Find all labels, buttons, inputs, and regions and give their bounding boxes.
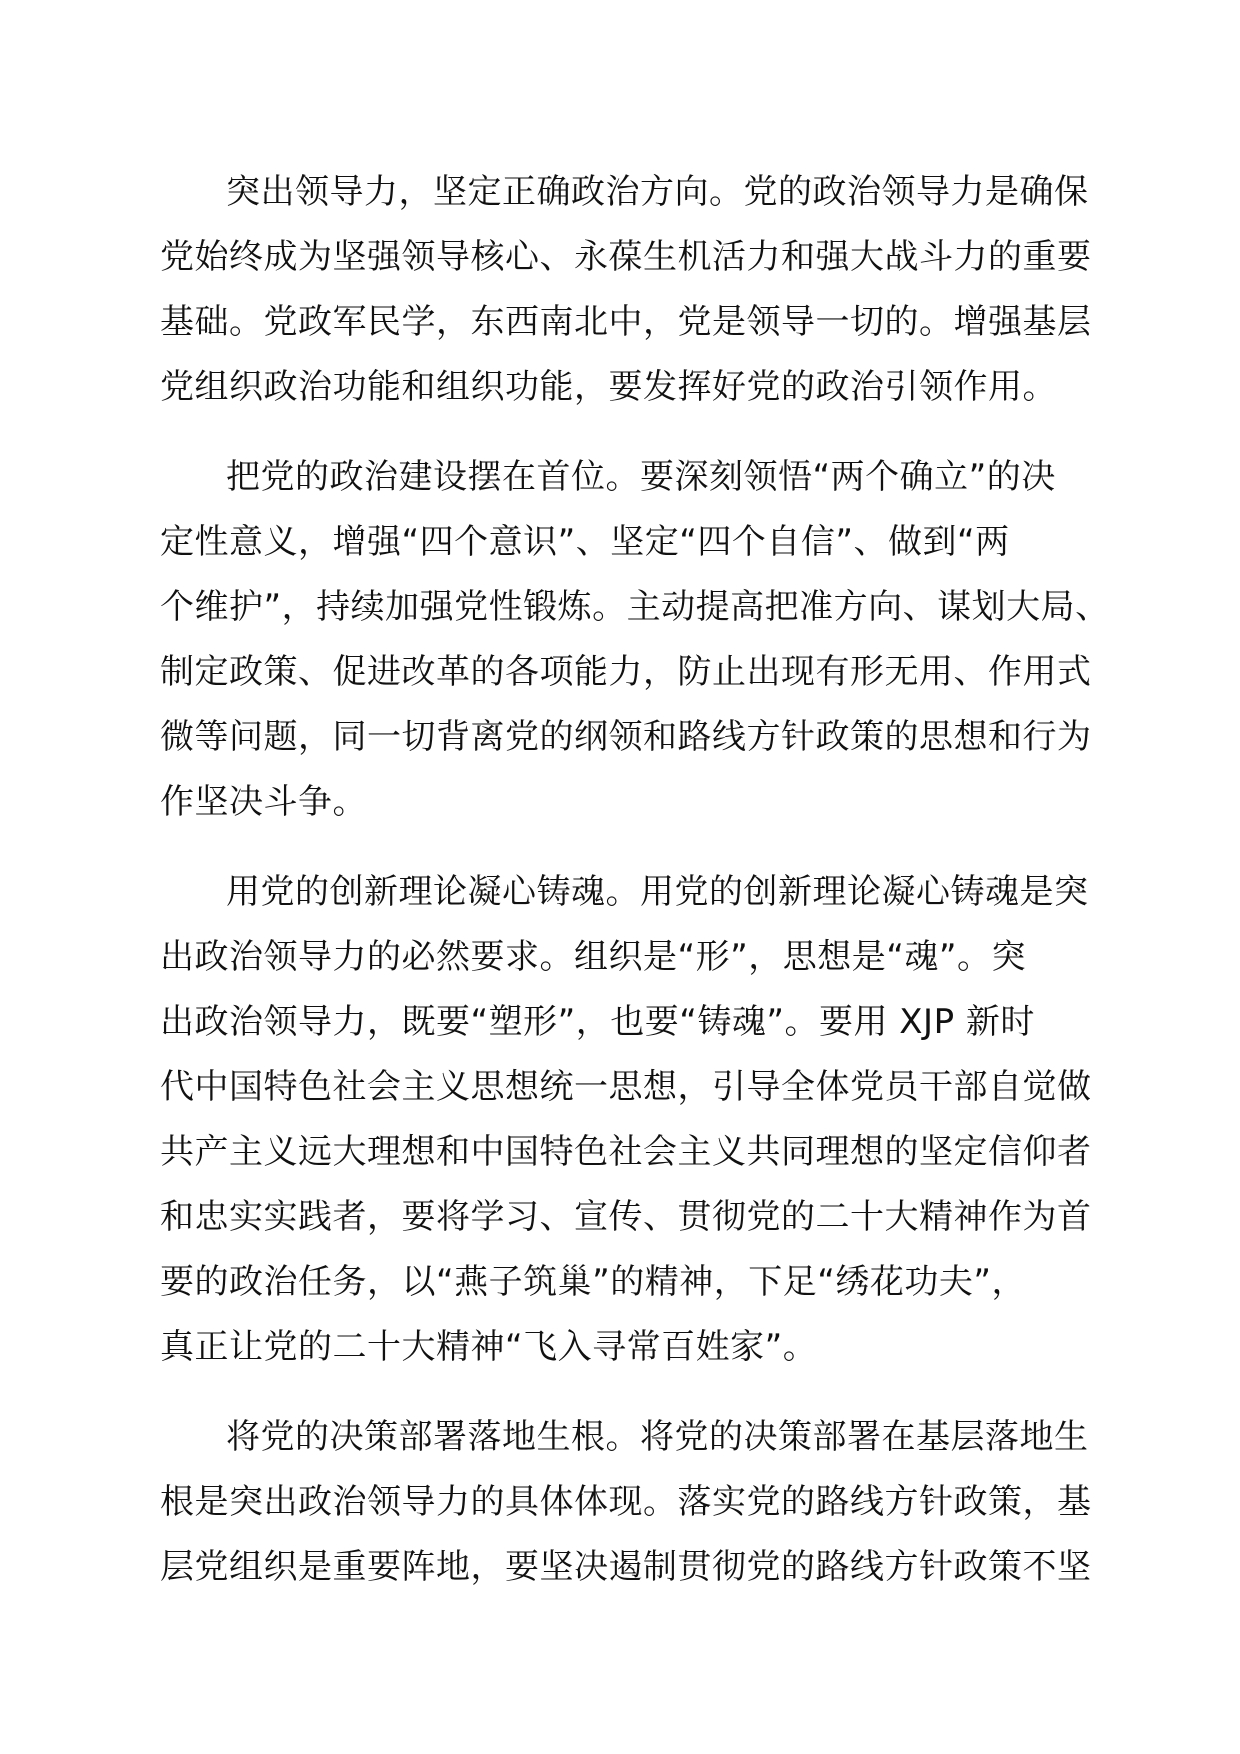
paragraph-line: 个维护”，持续加强党性锻炼。主动提高把准方向、谋划大局、 [160, 587, 1110, 627]
paragraph-line: 把党的政治建设摆在首位。要深刻领悟“两个确立”的决 [226, 457, 1056, 497]
paragraph-line: 定性意义，增强“四个意识”、坚定“四个自信”、做到“两 [160, 522, 1010, 562]
paragraph-line: 作坚决斗争。 [160, 782, 367, 822]
paragraph-line: 微等问题，同一切背离党的纲领和路线方针政策的思想和行为 [160, 717, 1092, 757]
paragraph-line: 将党的决策部署落地生根。将党的决策部署在基层落地生 [226, 1417, 1089, 1457]
paragraph-line: 代中国特色社会主义思想统一思想，引导全体党员干部自觉做 [160, 1067, 1092, 1107]
paragraph-line: 制定政策、促进改革的各项能力，防止出现有形无用、作用式 [160, 652, 1092, 692]
paragraph-line: 根是突出政治领导力的具体体现。落实党的路线方针政策，基 [160, 1482, 1092, 1522]
paragraph-line: 基础。党政军民学，东西南北中，党是领导一切的。增强基层 [160, 302, 1092, 342]
paragraph-line: 要的政治任务，以“燕子筑巢”的精神，下足“绣花功夫”， [160, 1262, 1026, 1302]
paragraph-line: 出政治领导力的必然要求。组织是“形”，思想是“魂”。突 [160, 937, 1026, 977]
paragraph-line: 真正让党的二十大精神“飞入寻常百姓家”。 [160, 1327, 818, 1367]
paragraph-line: 出政治领导力，既要“塑形”，也要“铸魂”。要用 XJP 新时 [160, 1002, 1035, 1042]
paragraph-line: 和忠实实践者，要将学习、宣传、贯彻党的二十大精神作为首 [160, 1197, 1092, 1237]
paragraph-line: 用党的创新理论凝心铸魂。用党的创新理论凝心铸魂是突 [226, 872, 1089, 912]
paragraph-line: 党始终成为坚强领导核心、永葆生机活力和强大战斗力的重要 [160, 237, 1092, 277]
paragraph-line: 层党组织是重要阵地，要坚决遏制贯彻党的路线方针政策不坚 [160, 1547, 1092, 1587]
paragraph-line: 共产主义远大理想和中国特色社会主义共同理想的坚定信仰者 [160, 1132, 1092, 1172]
paragraph-line: 党组织政治功能和组织功能，要发挥好党的政治引领作用。 [160, 367, 1057, 407]
paragraph-line: 突出领导力，坚定正确政治方向。党的政治领导力是确保 [226, 172, 1089, 212]
